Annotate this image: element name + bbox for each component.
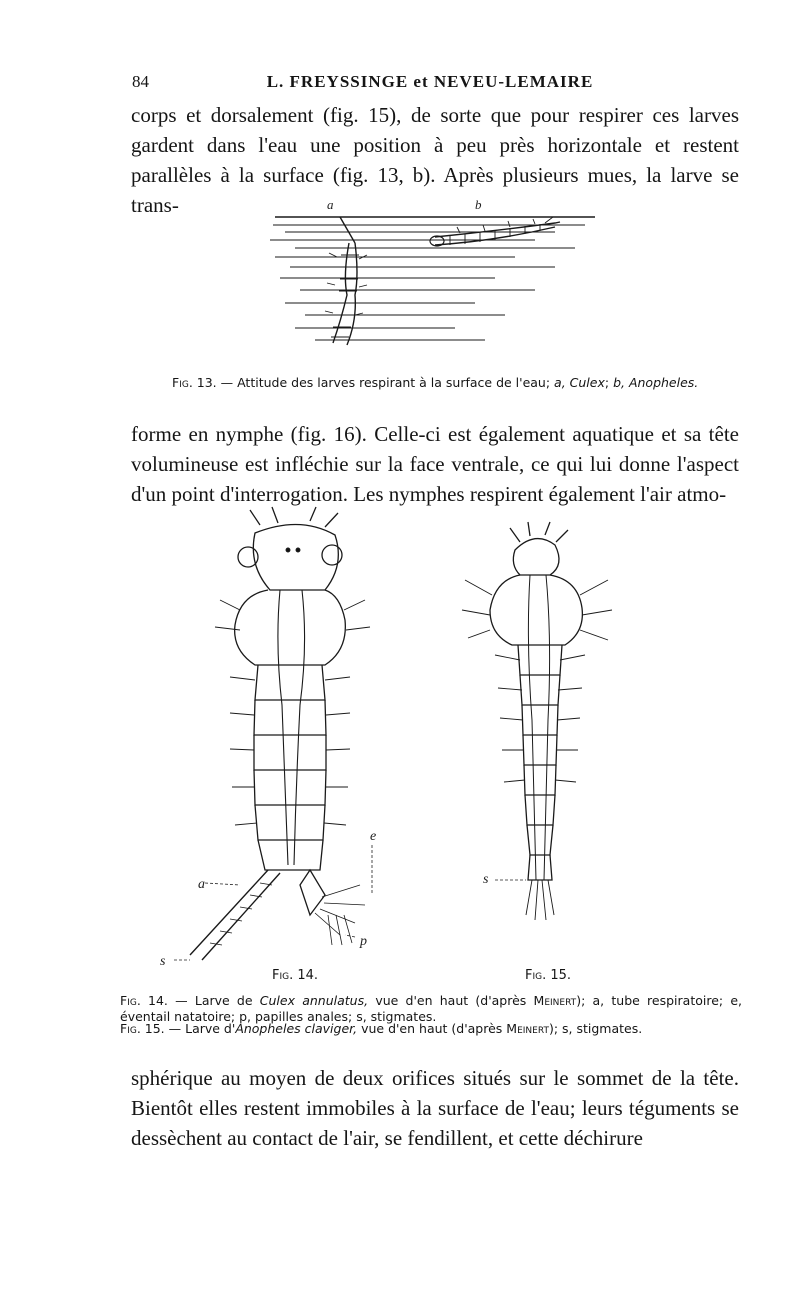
figure-14-label-e: e [370, 829, 377, 844]
figure-14-label-s: s [160, 954, 166, 965]
figure-13-label-b: b [475, 197, 482, 212]
figure-13-label-a: a [327, 197, 334, 212]
body-paragraph-3: sphérique au moyen de deux orifices situés sur le sommet de la tête. Bientôt elles restent immobiles à la surface de l'eau; leurs téguments se dessèchent au contact de l'air, se fendillent, et cette déchirure [131, 1066, 739, 1150]
figure-13-caption: Fig. 13. — Attitude des larves respirant à la surface de l'eau; a, Culex; b, Anopheles. [172, 375, 699, 390]
figure-13-larvae-at-surface [255, 195, 595, 355]
body-paragraph-1: corps et dorsalement (fig. 15), de sorte que pour respirer ces larves gardent dans l'eau une position à peu près horizontale et restent parallèles à la surface (fig. 13, b). Après plusieurs mues, la larve se trans- [131, 103, 739, 217]
figure-14-label-a: a [198, 877, 205, 892]
figure-15-label-s: s [483, 872, 489, 887]
page-number: 84 [132, 72, 149, 91]
body-paragraph-2: forme en nymphe (fig. 16). Celle-ci est également aquatique et sa tête volumineuse est infléchie sur la face ventrale, ce qui lui donne l'aspect d'un point d'interrogation. Les nymphes respirent également l'air atmo- [131, 422, 739, 506]
figure-14-culex-larva [160, 505, 420, 965]
figure-15-caption: Fig. 15. — Larve d'Anopheles claviger, vue d'en haut (d'après Meinert); s, stigmates. [120, 1021, 643, 1036]
figure-15-anopheles-larva [450, 520, 650, 950]
running-title: L. FREYSSINGE et NEVEU-LEMAIRE [266, 72, 594, 91]
figure-14-caption: Fig. 14. — Larve de Culex annulatus, vue d'en haut (d'après Meinert); a, tube respiratoire; e, éventail natatoire; p, papilles anales; s, stigmates. [120, 993, 742, 1024]
figure-15-label: Fig. 15. [525, 968, 572, 983]
page-header [120, 70, 740, 98]
figure-14-label: Fig. 14. [272, 968, 319, 983]
figure-14-label-p: p [360, 934, 367, 949]
